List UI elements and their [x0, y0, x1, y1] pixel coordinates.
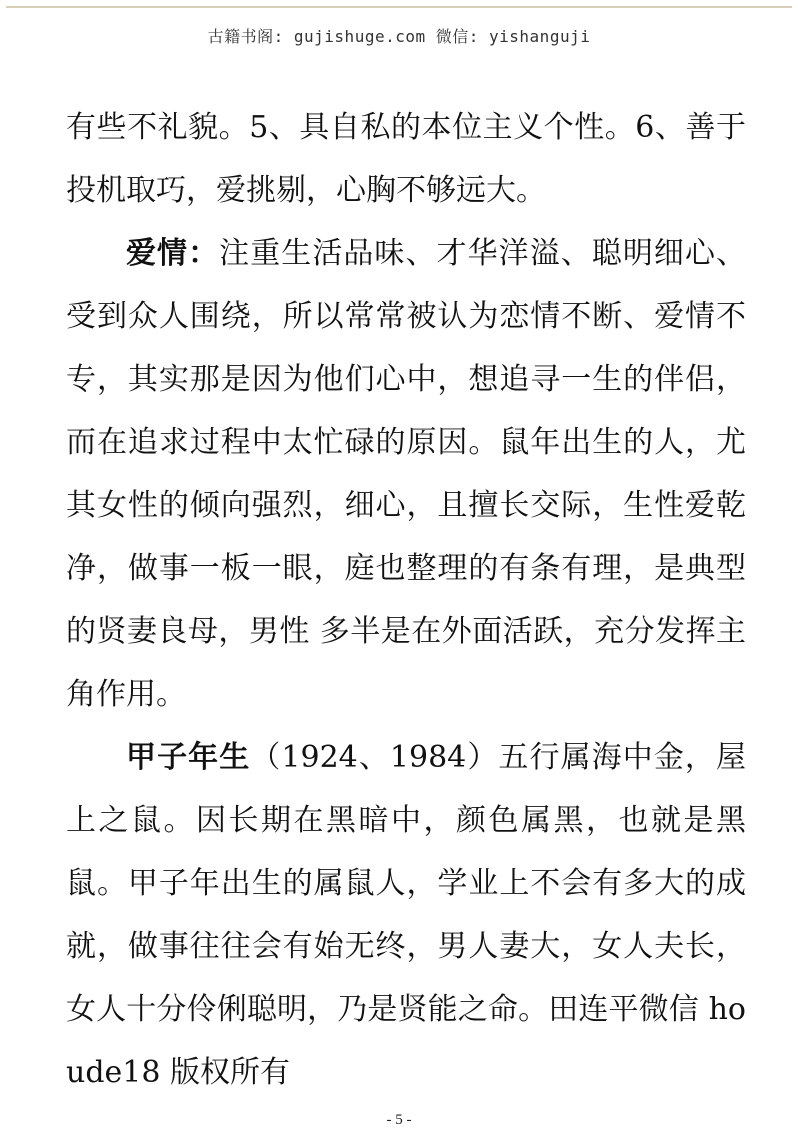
- paragraph-jiazi: [66, 726, 746, 1104]
- paragraph-text: 注重生活品味、才华洋溢、聪明细心、受到众人围绕，所以常常被认为恋情不断、爱情不专，其实那是因为他们心中，想追寻一生的伴侣，而在追求过程中太忙碌的原因。鼠年出生的人，尤其女性的倾向强烈，细心，且擅长交际，生性爱乾净，做事一板一眼，庭也整理的有条有理，是典型的贤妻良母，男性 多半是在外面活跃，充分发挥主角作用。: [66, 236, 747, 712]
- page-header: 古籍书阁: gujishuge.com 微信: yishanguji: [207, 27, 591, 46]
- document-body: [66, 96, 746, 1104]
- paragraph-love: [66, 222, 746, 726]
- page-number: - 5 -: [386, 1112, 412, 1128]
- paragraph-continuation: [66, 96, 746, 222]
- section-label-jiazi: 甲子年生: [126, 740, 251, 775]
- paragraph-text: （1924、1984）五行属海中金，屋上之鼠。因长期在黑暗中，颜色属黑，也就是黑鼠。甲子年出生的属鼠人，学业上不会有多大的成就，做事往往会有始无终，男人妻大，女人夫长，女人十分伶俐聪明，乃是贤能之命。田连平微信 houde18 版权所有: [66, 740, 746, 1090]
- paragraph-text: 有些不礼貌。5、具自私的本位主义个性。6、善于投机取巧，爱挑剔，心胸不够远大。: [66, 110, 746, 208]
- section-label-love: 爱情：: [126, 236, 220, 271]
